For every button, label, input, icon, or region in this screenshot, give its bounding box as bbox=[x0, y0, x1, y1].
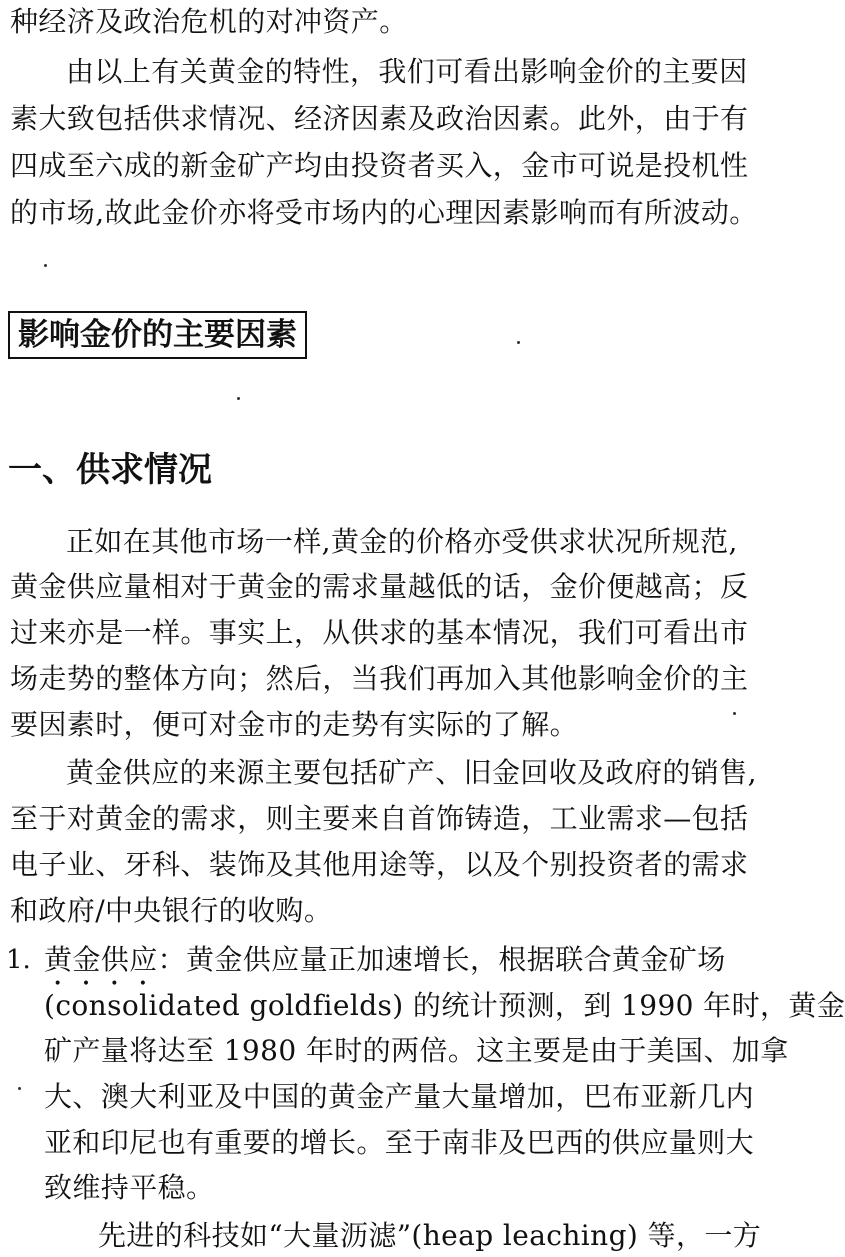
intro-para-line: 四成至六成的新金矿产均由投资者买入，金市可说是投机性 bbox=[10, 149, 749, 182]
intro-para-line: 素大致包括供求情况、经济因素及政治因素。此外，由于有 bbox=[10, 102, 749, 135]
list-item-line: 大、澳大利亚及中国的黄金产量大量增加，巴布亚新几内 bbox=[44, 1080, 755, 1113]
scan-speck bbox=[237, 397, 240, 400]
list-item-line: 致维持平稳。 bbox=[44, 1171, 215, 1204]
para1-line: 场走势的整体方向；然后，当我们再加入其他影响金价的主 bbox=[10, 662, 749, 695]
para1-line: 正如在其他市场一样,黄金的价格亦受供求状况所规范, bbox=[66, 525, 738, 558]
scan-speck bbox=[733, 712, 736, 715]
scan-speck bbox=[517, 341, 520, 344]
intro-para-line: 的市场,故此金价亦将受市场内的心理因素影响而有所波动。 bbox=[10, 196, 758, 229]
para2-line: 电子业、牙科、装饰及其他用途等，以及个别投资者的需求 bbox=[10, 848, 749, 881]
para1-line: 要因素时，便可对金市的走势有实际的了解。 bbox=[10, 708, 579, 741]
list-item-line: 亚和印尼也有重要的增长。至于南非及巴西的供应量则大 bbox=[44, 1126, 755, 1159]
list-item-line: (consolidated goldfields) 的统计预测，到 1990 年时，黄金 bbox=[44, 989, 845, 1022]
scan-speck bbox=[18, 1087, 21, 1090]
para2-line: 至于对黄金的需求，则主要来自首饰铸造，工业需求—包括 bbox=[10, 802, 749, 835]
para3-line: 先进的科技如“大量沥滤”(heap leaching) 等，一方 bbox=[98, 1219, 762, 1252]
para1-line: 过来亦是一样。事实上，从供求的基本情况，我们可看出市 bbox=[10, 616, 749, 649]
list-number: 1. bbox=[6, 945, 31, 975]
intro-para-line: 由以上有关黄金的特性，我们可看出影响金价的主要因 bbox=[66, 55, 748, 88]
emphasized-term: 黄金供应 bbox=[44, 943, 158, 976]
para2-line: 和政府/中央银行的收购。 bbox=[10, 894, 333, 927]
list-item-line: 矿产量将达至 1980 年时的两倍。这主要是由于美国、加拿 bbox=[44, 1034, 789, 1067]
section-heading: 一、供求情况 bbox=[8, 450, 212, 490]
list-item-text: ：黄金供应量正加速增长，根据联合黄金矿场 bbox=[157, 943, 726, 976]
intro-line-1: 种经济及政治危机的对冲资产。 bbox=[10, 5, 408, 38]
list-item-line bbox=[44, 940, 750, 992]
section-title-box: 影响金价的主要因素 bbox=[8, 311, 307, 359]
para2-line: 黄金供应的来源主要包括矿产、旧金回收及政府的销售, bbox=[66, 756, 757, 789]
para1-line: 黄金供应量相对于黄金的需求量越低的话，金价便越高；反 bbox=[10, 570, 749, 603]
scan-speck bbox=[44, 264, 47, 267]
